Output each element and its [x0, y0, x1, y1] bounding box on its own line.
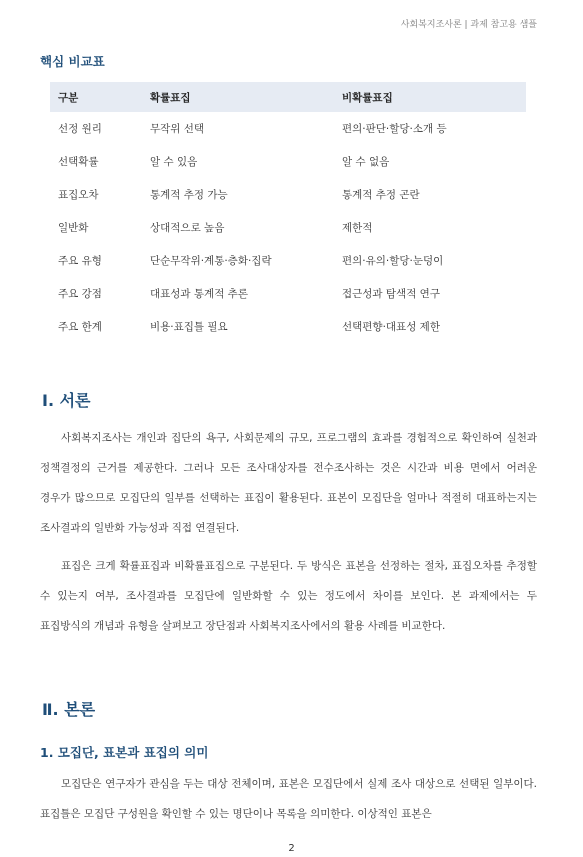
table-cell: 주요 유형 — [58, 255, 102, 267]
table-header-cell: 구분 — [50, 82, 142, 112]
table-cell: 알 수 없음 — [342, 156, 390, 168]
table-cell: 편의·유의·할당·눈덩이 — [342, 255, 444, 267]
table-cell: 접근성과 탐색적 연구 — [342, 288, 440, 300]
table-row — [50, 145, 526, 178]
table-cell: 선택편향·대표성 제한 — [342, 321, 440, 333]
body-paragraph: 표집은 크게 확률표집과 비확률표집으로 구분된다. 두 방식은 표본을 선정하는 절차, 표집오차를 추정할 수 있는지 여부, 조사결과를 모집단에 일반화할 수 있는 정도에서 차이를 보인다. 본 과제에서는 두 표집방식의 개념과 유형을 살펴보고 장단점과 사회복지조사에서의 활용 사례를 비교한다. — [40, 560, 537, 632]
table-header-cell: 확률표집 — [142, 82, 334, 112]
table-cell: 상대적으로 높음 — [150, 222, 225, 234]
table-cell: 제한적 — [342, 222, 373, 234]
table-cell: 대표성과 통계적 추론 — [150, 288, 248, 300]
comparison-table — [50, 82, 526, 343]
body-paragraph: 사회복지조사는 개인과 집단의 욕구, 사회문제의 규모, 프로그램의 효과를 경험적으로 확인하여 실천과 정책결정의 근거를 제공한다. 그러나 모든 조사대상자를 전수조사하는 것은 시간과 비용 면에서 어려운 경우가 많으므로 모집단의 일부를 선택하는 표집이 활용된다. 표본이 모집단을 얼마나 적절히 대표하는지는 조사결과의 일반화 가능성과 직접 연결된다. — [40, 432, 537, 534]
table-cell: 단순무작위·계통·층화·집락 — [150, 255, 272, 267]
table-row — [50, 310, 526, 343]
table-row — [50, 178, 526, 211]
table-cell: 선택확률 — [58, 156, 99, 168]
table-row — [50, 112, 526, 145]
table-cell: 무작위 선택 — [150, 123, 205, 135]
table-row — [50, 277, 526, 310]
table-row — [50, 211, 526, 244]
subsection-title: 1. 모집단, 표본과 표집의 의미 — [40, 745, 209, 760]
table-cell: 선정 원리 — [58, 123, 102, 135]
section-title-introduction: Ⅰ. 서론 — [42, 391, 91, 410]
table-cell: 알 수 있음 — [150, 156, 198, 168]
table-cell: 편의·판단·할당·소개 등 — [342, 123, 447, 135]
page-number: 2 — [288, 843, 295, 854]
running-header: 사회복지조사론 | 과제 참고용 샘플 — [400, 20, 537, 30]
table-cell: 비용·표집틀 필요 — [150, 321, 228, 333]
table-cell: 통계적 추정 곤란 — [342, 189, 420, 201]
table-cell: 표집오차 — [58, 189, 99, 201]
section-title-main-body: Ⅱ. 본론 — [42, 700, 96, 719]
table-cell: 통계적 추정 가능 — [150, 189, 228, 201]
table-cell: 주요 강점 — [58, 288, 102, 300]
table-cell: 주요 한계 — [58, 321, 102, 333]
table-header-cell: 비확률표집 — [334, 82, 526, 112]
table-row — [50, 244, 526, 277]
table-cell: 일반화 — [58, 222, 89, 234]
table-header-row — [50, 82, 526, 112]
body-paragraph: 모집단은 연구자가 관심을 두는 대상 전체이며, 표본은 모집단에서 실제 조사 대상으로 선택된 일부이다. 표집틀은 모집단 구성원을 확인할 수 있는 명단이나 목록을 의미한다. 이상적인 표본은 — [40, 778, 537, 820]
table-caption: 핵심 비교표 — [40, 54, 105, 69]
